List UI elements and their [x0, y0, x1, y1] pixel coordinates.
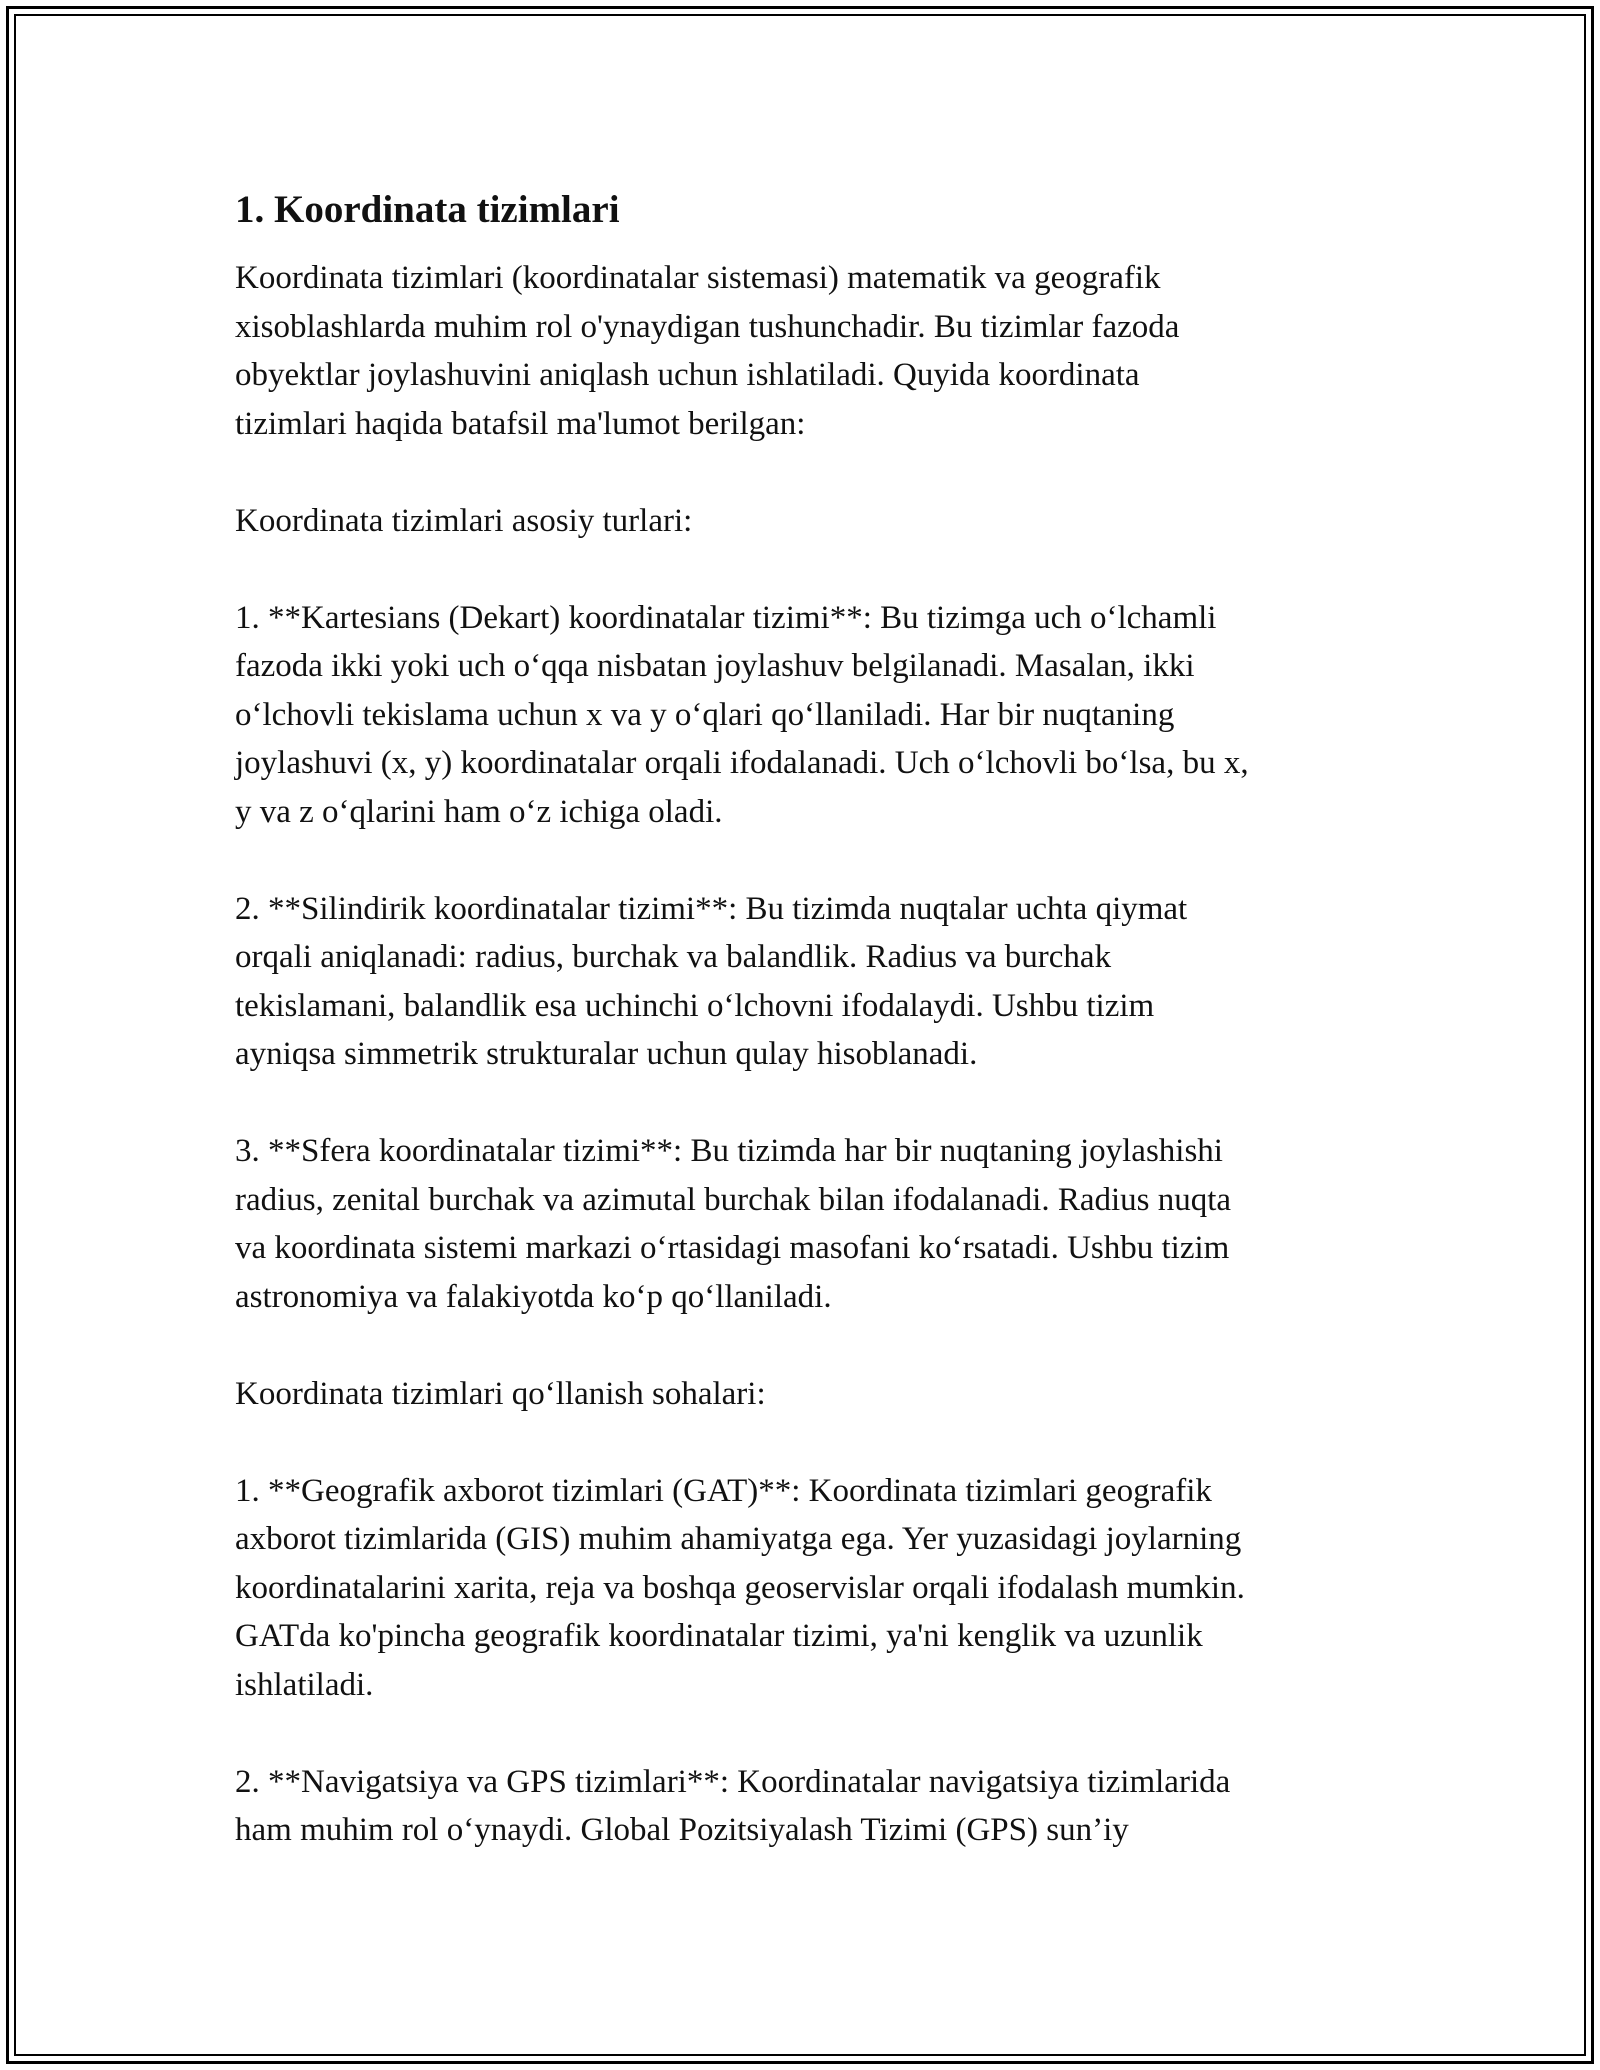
list-item-cartesian: 1. **Kartesians (Dekart) koordinatalar tizimi**: Bu tizimga uch o‘lchamli fazoda ikki yoki uch o‘qqa nisbatan joylashuv belgilanadi. Masalan, ikki o‘lchovli tekislama uchun x va y o‘qlari qo‘llaniladi. Har bir nuqtaning joylashuvi (x, y) koordinatalar orqali ifodalanadi. Uch o‘lchovli bo‘lsa, bu x, y va z o‘qlarini ham o‘z ichiga oladi.: [235, 599, 1249, 830]
list-item-spherical: 3. **Sfera koordinatalar tizimi**: Bu tizimda har bir nuqtaning joylashishi radius, zenital burchak va azimutal burchak bilan ifodalanadi. Radius nuqta va koordinata sistemi markazi o‘rtasidagi masofani ko‘rsatadi. Ushbu tizim astronomiya va falakiyotda ko‘p qo‘llaniladi.: [235, 1133, 1232, 1315]
document-body: [235, 180, 1385, 1903]
document-title: 1. Koordinata tizimlari: [235, 188, 620, 231]
list-item-cylindrical: 2. **Silindirik koordinatalar tizimi**: Bu tizimda nuqtalar uchta qiymat orqali aniqlanadi: radius, burchak va balandlik. Radius va burchak tekislamani, balandlik esa uchinchi o‘lchovni ifodalaydi. Ushbu tizim ayniqsa simmetrik strukturalar uchun qulay hisoblanadi.: [235, 890, 1188, 1072]
applications-heading: Koordinata tizimlari qo‘llanish sohalari:: [235, 1375, 766, 1412]
intro-paragraph: Koordinata tizimlari (koordinatalar sistemasi) matematik va geografik xisoblashlarda muhim rol o'ynaydigan tushunchadir. Bu tizimlar fazoda obyektlar joylashuvini aniqlash uchun ishlatiladi. Quyida koordinata tizimlari haqida batafsil ma'lumot berilgan:: [235, 260, 1180, 442]
list-item-gis: 1. **Geografik axborot tizimlari (GAT)**: Koordinata tizimlari geografik axborot tizimlarida (GIS) muhim ahamiyatga ega. Yer yuzasidagi joylarning koordinatalarini xarita, reja va boshqa geoservislar orqali ifodalash mumkin. GATda ko'pincha geografik koordinatalar tizimi, ya'ni kenglik va uzunlik ishlatiladi.: [235, 1472, 1245, 1703]
types-heading: Koordinata tizimlari asosiy turlari:: [235, 502, 693, 539]
list-item-navigation: 2. **Navigatsiya va GPS tizimlari**: Koordinatalar navigatsiya tizimlarida ham muhim rol o‘ynaydi. Global Pozitsiyalash Tizimi (GPS) sun’iy: [235, 1763, 1231, 1848]
